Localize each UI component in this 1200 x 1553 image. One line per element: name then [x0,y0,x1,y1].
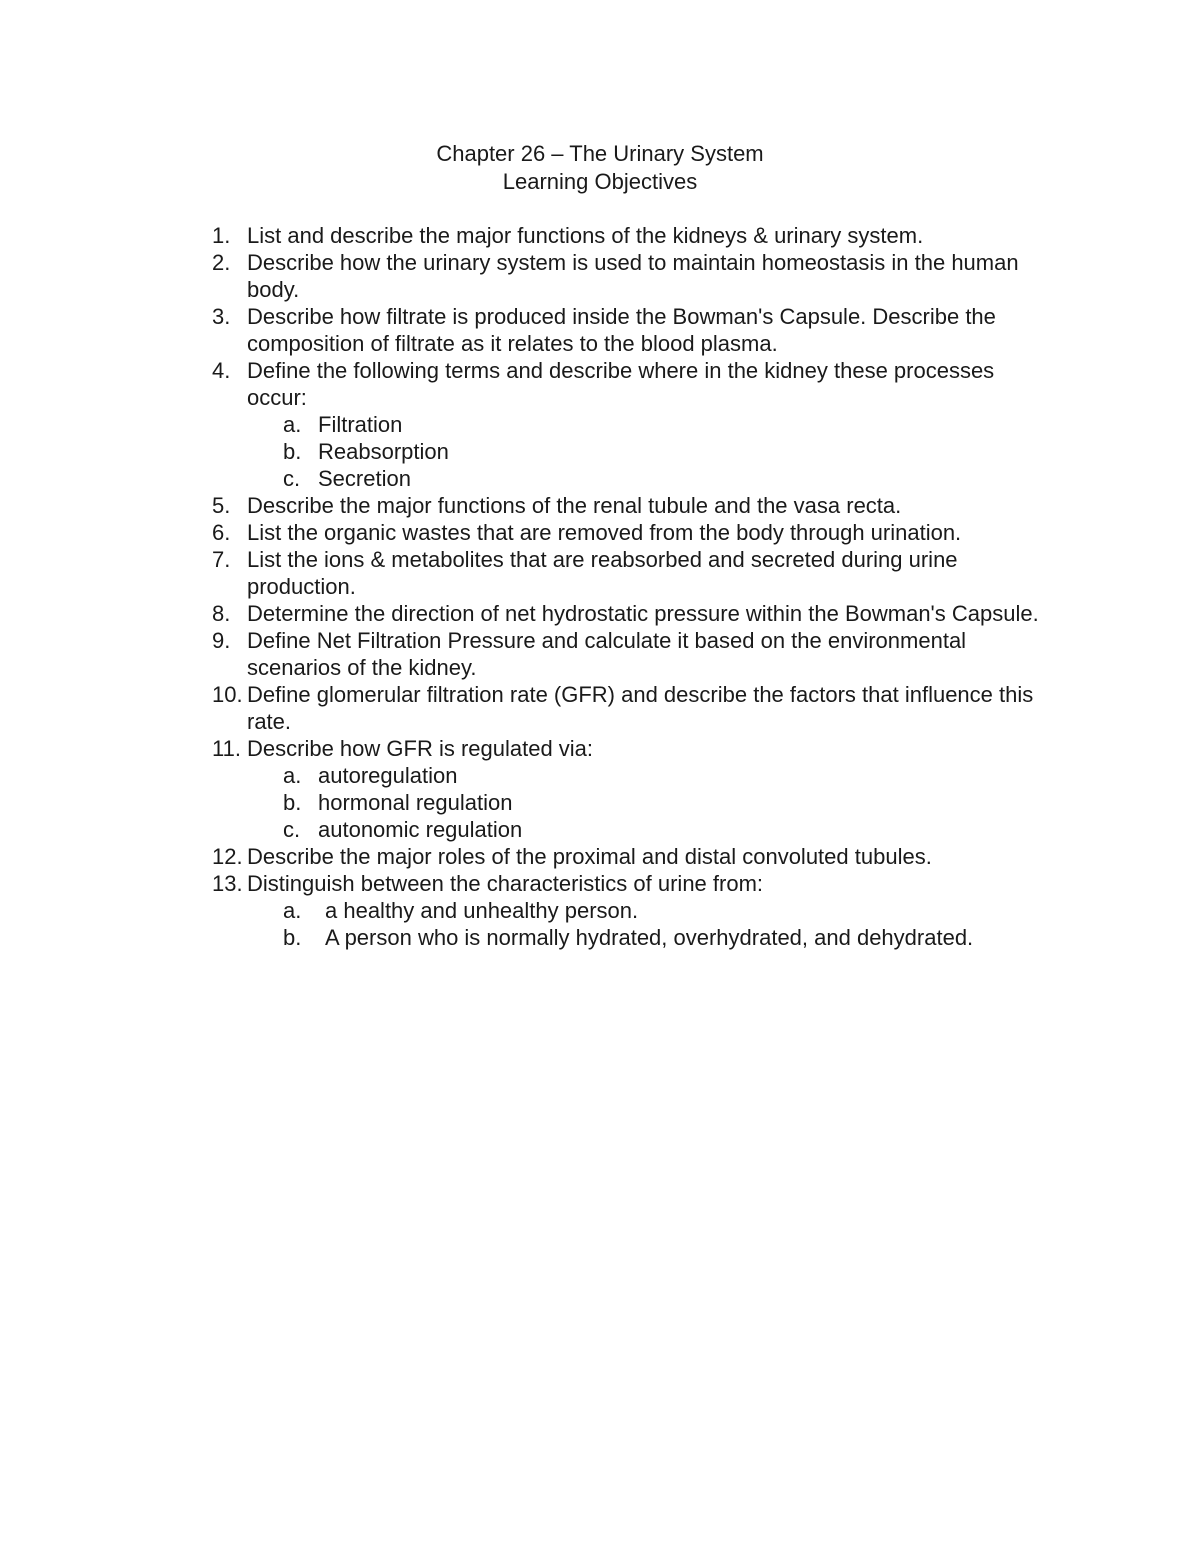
objective-item [212,492,1052,519]
objective-item [212,870,1052,897]
sub-objective-letter: b. [283,790,302,815]
objective-text: Describe how the urinary system is used to maintain homeostasis in the human body. [247,250,1019,302]
document-title: Chapter 26 – The Urinary System [436,141,764,166]
objective-number: 2. [212,250,231,275]
objective-item [212,357,1052,411]
objective-item [212,546,1052,600]
objective-number: 11. [212,736,241,761]
sub-objective-text: autoregulation [318,763,458,788]
objective-number: 8. [212,601,231,626]
objective-text: Define the following terms and describe where in the kidney these processes occur: [247,358,995,410]
objective-number: 7. [212,547,231,572]
title-block [0,140,1200,196]
objective-number: 5. [212,493,231,518]
sub-objective-text: a healthy and unhealthy person. [325,898,639,923]
objective-text: Define Net Filtration Pressure and calculate it based on the environmental scenarios of the kidney. [247,628,967,680]
objective-text: Describe how filtrate is produced inside the Bowman's Capsule. Describe the composition of filtrate as it relates to the blood plasma. [247,304,996,356]
objective-text: Distinguish between the characteristics of urine from: [247,871,764,896]
objective-text: Describe the major functions of the renal tubule and the vasa recta. [247,493,902,518]
sub-objective-text: Filtration [318,412,403,437]
objective-number: 6. [212,520,231,545]
objective-item [212,303,1052,357]
sub-objective-letter: b. [283,925,302,950]
objective-text: List the organic wastes that are removed from the body through urination. [247,520,962,545]
sub-objective-text: hormonal regulation [318,790,513,815]
sub-objective-letter: c. [283,817,301,842]
objective-item [212,600,1052,627]
objective-item [212,627,1052,681]
objective-number: 10. [212,682,243,707]
objective-text: Describe the major roles of the proximal and distal convoluted tubules. [247,844,932,869]
sub-objective-item [212,897,1052,924]
objective-item [212,681,1052,735]
sub-objective-letter: b. [283,439,302,464]
objective-number: 3. [212,304,231,329]
sub-objective-item [212,411,1052,438]
sub-objective-text: autonomic regulation [318,817,523,842]
objective-text: Describe how GFR is regulated via: [247,736,594,761]
objective-text: List the ions & metabolites that are reabsorbed and secreted during urine production. [247,547,958,599]
sub-objective-letter: a. [283,412,302,437]
objective-number: 13. [212,871,243,896]
objectives-list [212,222,1052,951]
objective-item [212,735,1052,762]
objective-item [212,222,1052,249]
objective-text: List and describe the major functions of the kidneys & urinary system. [247,223,924,248]
objective-number: 4. [212,358,231,383]
objective-item [212,249,1052,303]
objective-text: Determine the direction of net hydrostatic pressure within the Bowman's Capsule. [247,601,1039,626]
sub-objective-item [212,816,1052,843]
sub-objective-item [212,789,1052,816]
sub-objective-text: Reabsorption [318,439,449,464]
objective-text: Define glomerular filtration rate (GFR) and describe the factors that influence this rate. [247,682,1034,734]
sub-objective-letter: c. [283,466,301,491]
sub-objective-letter: a. [283,898,302,923]
objective-number: 12. [212,844,243,869]
sub-objective-text: Secretion [318,466,411,491]
objective-number: 1. [212,223,231,248]
objective-number: 9. [212,628,231,653]
sub-objective-text: A person who is normally hydrated, overhydrated, and dehydrated. [325,925,974,950]
sub-objective-item [212,924,1052,951]
sub-objective-item [212,438,1052,465]
objective-item [212,519,1052,546]
objective-item [212,843,1052,870]
document-subtitle: Learning Objectives [502,169,698,194]
sub-objective-letter: a. [283,763,302,788]
sub-objective-item [212,762,1052,789]
sub-objective-item [212,465,1052,492]
